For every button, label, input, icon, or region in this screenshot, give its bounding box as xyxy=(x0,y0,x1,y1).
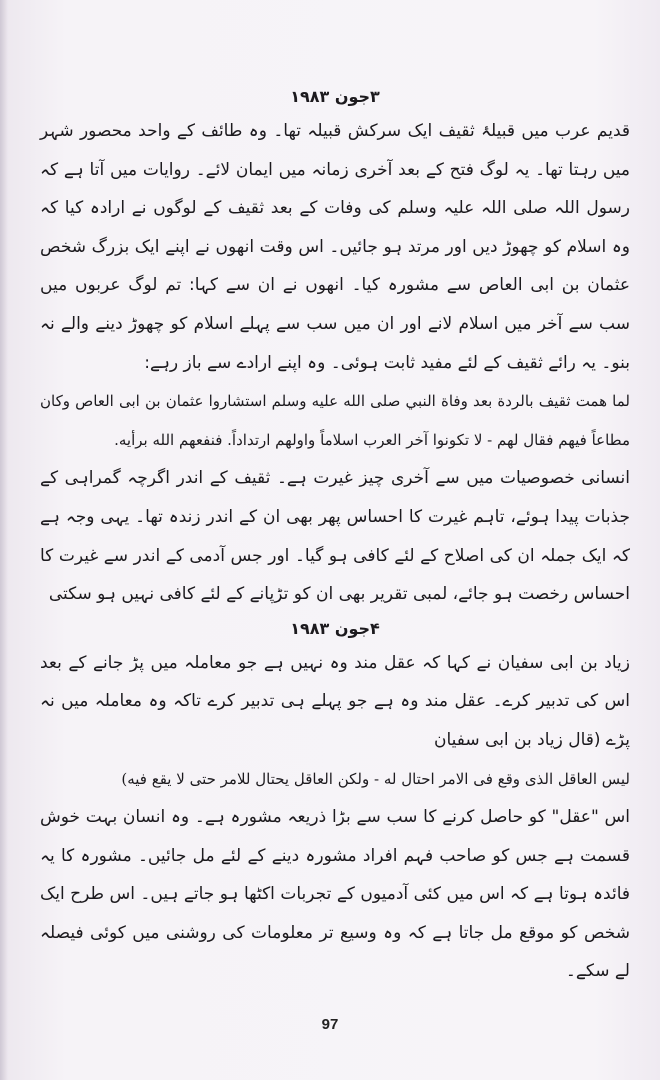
paragraph: زیاد بن ابی سفیان نے کہا کہ عقل مند وہ نہیں ہے جو معاملہ میں پڑ جانے کے بعد اس کی تدبیر کرے۔ عقل مند وہ ہے جو پہلے ہی تدبیر کرے تاکہ وہ معاملہ میں نہ پڑے (قال زیاد بن ابی سفیان xyxy=(40,652,630,750)
page-text xyxy=(40,82,630,991)
paragraph: قدیم عرب میں قبیلۂ ثقیف ایک سرکش قبیلہ تھا۔ وہ طائف کے واحد محصور شہر میں رہتا تھا۔ یہ لوگ فتح کے بعد آخری زمانہ میں ایمان لائے۔ روایات میں آتا ہے کہ رسول اللہ صلی اللہ علیہ وسلم کی وفات کے بعد ثقیف کے لوگوں نے ارادہ کیا کہ وہ اسلام کو چھوڑ دیں اور مرتد ہو جائیں۔ اس وقت انھوں نے اپنے ایک بزرگ شخص عثمان بن ابی العاص سے مشورہ کیا۔ انھوں نے ان سے کہا: تم لوگ عربوں میں سب سے آخر میں اسلام لانے اور ان میں سب سے پہلے اسلام کو چھوڑ دینے والے نہ بنو۔ یہ رائے ثقیف کے لئے مفید ثابت ہوئی۔ وہ اپنے ارادے سے باز رہے: xyxy=(40,121,630,373)
entry-date-heading: ۴جون ۱۹۸۳ xyxy=(290,618,380,638)
arabic-quote: لما همت ثقيف بالردة بعد وفاة النبي صلى الله عليه وسلم استشاروا عثمان بن ابى العاص وكان مطاعاً فيهم فقال لهم - لا تكونوا آخر العرب اسلاماً واولهم ارتداداً. فنفعهم الله برأيه. xyxy=(40,392,630,449)
arabic-quote: ليس العاقل الذى وقع فى الامر احتال له - ولكن العاقل يحتال للامر حتى لا يقع فيه) xyxy=(121,769,630,788)
entry-date-heading: ۳جون ۱۹۸۳ xyxy=(290,87,380,106)
page-number: 97 xyxy=(321,1016,339,1033)
paragraph: انسانی خصوصیات میں سے آخری چیز غیرت ہے۔ ثقیف کے اندر اگرچہ گمراہی کے جذبات پیدا ہوئے، تاہم غیرت کا احساس پھر بھی ان کے اندر زندہ تھا۔ یہی وجہ ہے کہ ایک جملہ ان کی اصلاح کے لئے کافی ہو گیا۔ اور جس آدمی کے اندر سے غیرت کا احساس رخصت ہو جائے، لمبی تقریر بھی ان کو تڑپانے کے لئے کافی نہیں ہو سکتی xyxy=(40,468,630,605)
paragraph: اس "عقل" کو حاصل کرنے کا سب سے بڑا ذریعہ مشورہ ہے۔ وہ انسان بہت خوش قسمت ہے جس کو صاحب فہم افراد مشورہ دینے کے لئے مل جائیں۔ مشورہ کا یہ فائدہ ہوتا ہے کہ اس میں کئی آدمیوں کے تجربات اکٹھا ہو جاتے ہیں۔ اس طرح ایک شخص کو موقع مل جاتا ہے کہ وہ وسیع تر معلومات کی روشنی میں کوئی فیصلہ لے سکے۔ xyxy=(40,807,630,982)
